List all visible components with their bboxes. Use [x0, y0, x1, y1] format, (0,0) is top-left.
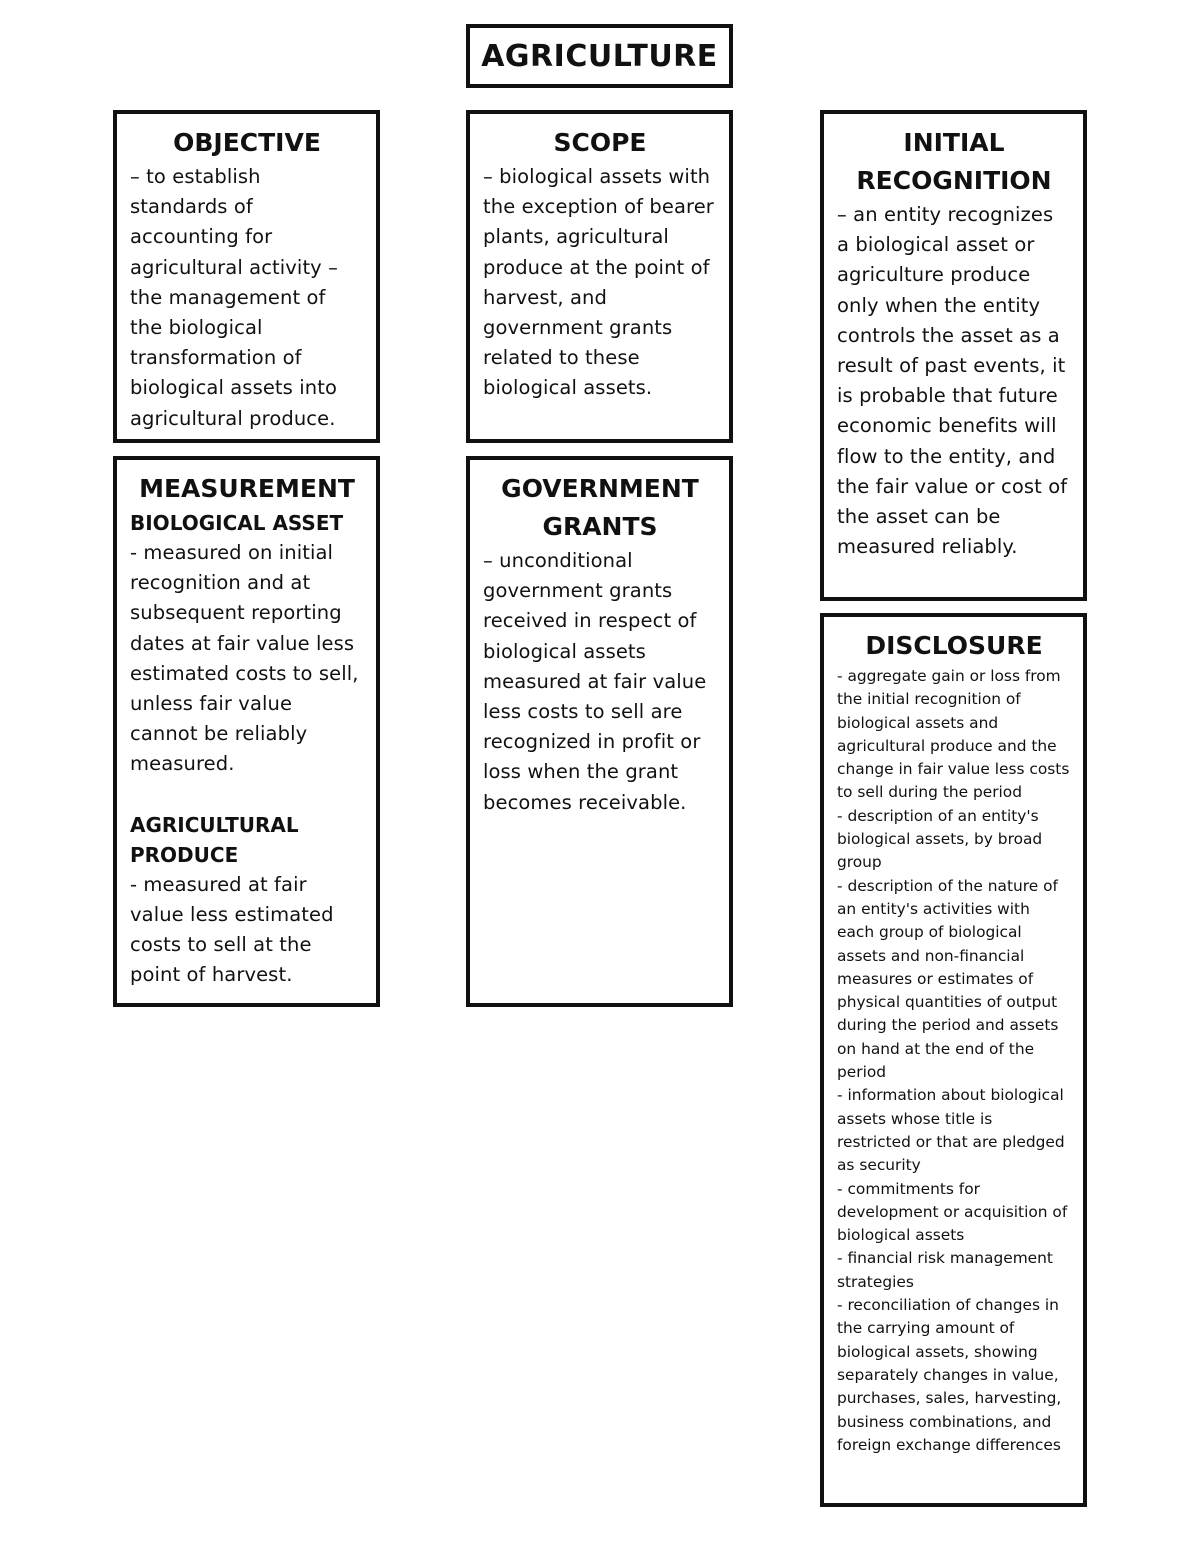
- disclosure-heading: DISCLOSURE: [865, 631, 1043, 660]
- government-grants-text: – unconditional government grants received in respect of biological assets measured at fair value less costs to sell are recognized in profit or loss when the grant becomes receivable.: [483, 549, 707, 814]
- biological-asset-subheading: BIOLOGICAL ASSET: [130, 511, 344, 535]
- measurement-box: [113, 456, 380, 1007]
- disclosure-item: - financial risk management strategies: [837, 1249, 1053, 1291]
- objective-text: – to establish standards of accounting for agricultural activity – the management of the biological transformation of biological assets into agricultural produce.: [130, 165, 338, 430]
- initial-recognition-text: – an entity recognizes a biological asset or agriculture produce only when the entity controls the asset as a result of past events, it is probable that future economic benefits will flow to the entity, and the fair value or cost of the asset can be measured reliably.: [837, 203, 1068, 559]
- government-grants-heading: GOVERNMENT GRANTS: [501, 474, 699, 541]
- disclosure-item: - aggregate gain or loss from the initial recognition of biological assets and agricultural produce and the change in fair value less costs to sell during the period: [837, 667, 1070, 802]
- page-title: AGRICULTURE: [481, 38, 718, 74]
- spacer: [130, 780, 364, 810]
- disclosure-box: [820, 613, 1087, 1507]
- scope-box: [466, 110, 733, 443]
- biological-asset-text: - measured on initial recognition and at subsequent reporting dates at fair value less estimated costs to sell, unless fair value cannot be reliably measured.: [130, 541, 359, 776]
- government-grants-box: [466, 456, 733, 1007]
- agricultural-produce-text: - measured at fair value less estimated costs to sell at the point of harvest.: [130, 872, 334, 987]
- disclosure-item: - description of an entity's biological assets, by broad group: [837, 806, 1043, 872]
- objective-heading: OBJECTIVE: [173, 128, 321, 157]
- disclosure-item: - description of the nature of an entity's activities with each group of biological assets and non-financial measures or estimates of physical quantities of output during the period and assets on hand at the end of the period: [837, 876, 1059, 1082]
- disclosure-item: - reconciliation of changes in the carrying amount of biological assets, showing separately changes in value, purchases, sales, harvesting, business combinations, and foreign exchange differences: [837, 1296, 1062, 1454]
- title-box: [466, 24, 733, 88]
- measurement-heading: MEASUREMENT: [139, 474, 355, 503]
- scope-text: – biological assets with the exception of bearer plants, agricultural produce at the point of harvest, and government grants related to these biological assets.: [483, 165, 714, 400]
- agricultural-produce-subheading: AGRICULTURAL PRODUCE: [130, 812, 299, 867]
- objective-box: [113, 110, 380, 443]
- disclosure-item: - information about biological assets whose title is restricted or that are pledged as security: [837, 1086, 1065, 1175]
- scope-heading: SCOPE: [553, 128, 647, 157]
- disclosure-item: - commitments for development or acquisition of biological assets: [837, 1179, 1068, 1245]
- initial-recognition-box: [820, 110, 1087, 601]
- initial-recognition-heading: INITIAL RECOGNITION: [856, 128, 1052, 195]
